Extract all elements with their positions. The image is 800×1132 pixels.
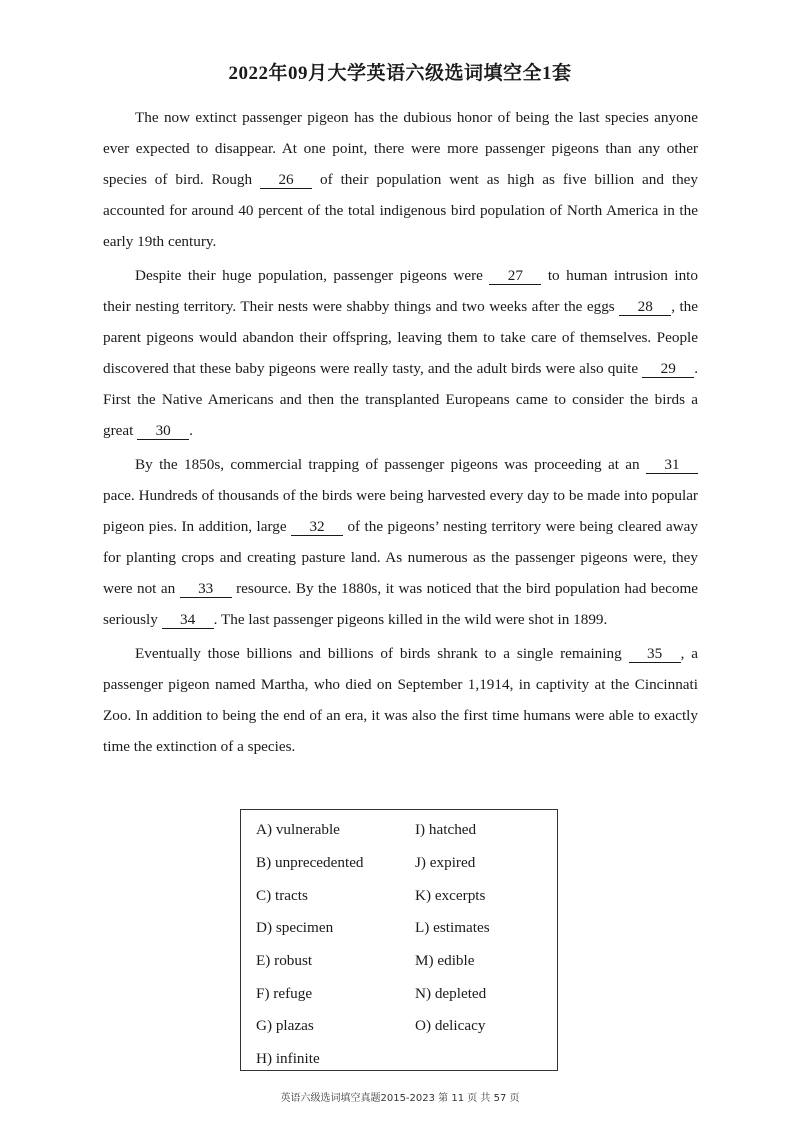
- blank-number: 31: [646, 456, 698, 474]
- paragraph-text: Eventually those billions and billions of birds shrank to a single remaining: [135, 645, 629, 662]
- blank-number: 28: [619, 298, 671, 316]
- option-item: O) delicacy: [415, 1017, 486, 1035]
- blank-number: 26: [260, 171, 312, 189]
- option-item: I) hatched: [415, 821, 477, 839]
- paragraph-text: of the pigeons’ nesting territory were being cleared away for planting crops and creating pasture land. As numerous as the passenger pigeons were, they were not an: [103, 518, 698, 597]
- paragraph-text: , the parent pigeons would abandon their offspring, leaving them to take care of themselves. People discovered that these baby pigeons were really tasty, and the adult birds were also quite: [103, 298, 698, 377]
- option-item: H) infinite: [256, 1050, 320, 1068]
- blank-number: 35: [629, 645, 681, 663]
- option-item: N) depleted: [415, 984, 487, 1002]
- passage: [103, 102, 698, 765]
- option-item: M) edible: [415, 952, 475, 970]
- paragraph-text: Despite their huge population, passenger pigeons were: [135, 267, 490, 284]
- option-item: C) tracts: [256, 886, 308, 904]
- word-bank-box: [240, 809, 558, 1071]
- option-item: F) refuge: [256, 984, 313, 1002]
- option-item: A) vulnerable: [256, 821, 340, 839]
- blank-number: 32: [291, 518, 343, 536]
- option-item: E) robust: [256, 952, 313, 970]
- blank-number: 29: [642, 360, 694, 378]
- paragraph-text: . The last passenger pigeons killed in the wild were shot in 1899.: [213, 611, 608, 628]
- blank-number: 33: [180, 580, 232, 598]
- paragraph: [103, 638, 698, 762]
- paragraph-text: By the 1850s, commercial trapping of passenger pigeons was proceeding at an: [135, 456, 646, 473]
- option-item: J) expired: [415, 854, 476, 872]
- paragraph-text: The now extinct passenger pigeon has the dubious honor of being the last species anyone ever expected to disappear. At one point, there were more passenger pigeons than any other species of bird. Rough: [103, 109, 698, 188]
- word-bank-grid: [256, 814, 555, 1076]
- paragraph-text: .: [189, 422, 193, 439]
- option-item: K) excerpts: [415, 886, 486, 904]
- page-footer: 英语六级选词填空真题2015-2023 第 11 页 共 57 页: [280, 1093, 520, 1104]
- page-title: 2022年09月大学英语六级选词填空全1套: [228, 63, 572, 84]
- paragraph-text: of their population went as high as five billion and they accounted for around 40 percent of the total indigenous bird population of North America in the early 19th century.: [103, 171, 699, 250]
- blank-number: 27: [489, 267, 541, 285]
- paragraph: [103, 102, 698, 257]
- paragraph-text: resource. By the 1880s, it was noticed that the bird population had become seriously: [103, 580, 698, 628]
- paragraph-text: pace. Hundreds of thousands of the birds were being harvested every day to be made into popular pigeon pies. In addition, large: [103, 487, 698, 535]
- paragraph: [103, 449, 698, 635]
- option-item: D) specimen: [256, 919, 334, 937]
- option-item: B) unprecedented: [256, 854, 364, 872]
- paragraph-text: to human intrusion into their nesting territory. Their nests were shabby things and two weeks after the eggs: [103, 267, 698, 315]
- option-item: L) estimates: [415, 919, 490, 937]
- paragraph: [103, 260, 698, 446]
- paragraph-text: . First the Native Americans and then the transplanted Europeans came to consider the birds a great: [103, 360, 698, 439]
- option-item: G) plazas: [256, 1017, 314, 1035]
- paragraph-text: , a passenger pigeon named Martha, who died on September 1,1914, in captivity at the Cincinnati Zoo. In addition to being the end of an era, it was also the first time humans were able to exactly time the extinction of a species.: [103, 645, 698, 755]
- blank-number: 34: [162, 611, 214, 629]
- blank-number: 30: [137, 422, 189, 440]
